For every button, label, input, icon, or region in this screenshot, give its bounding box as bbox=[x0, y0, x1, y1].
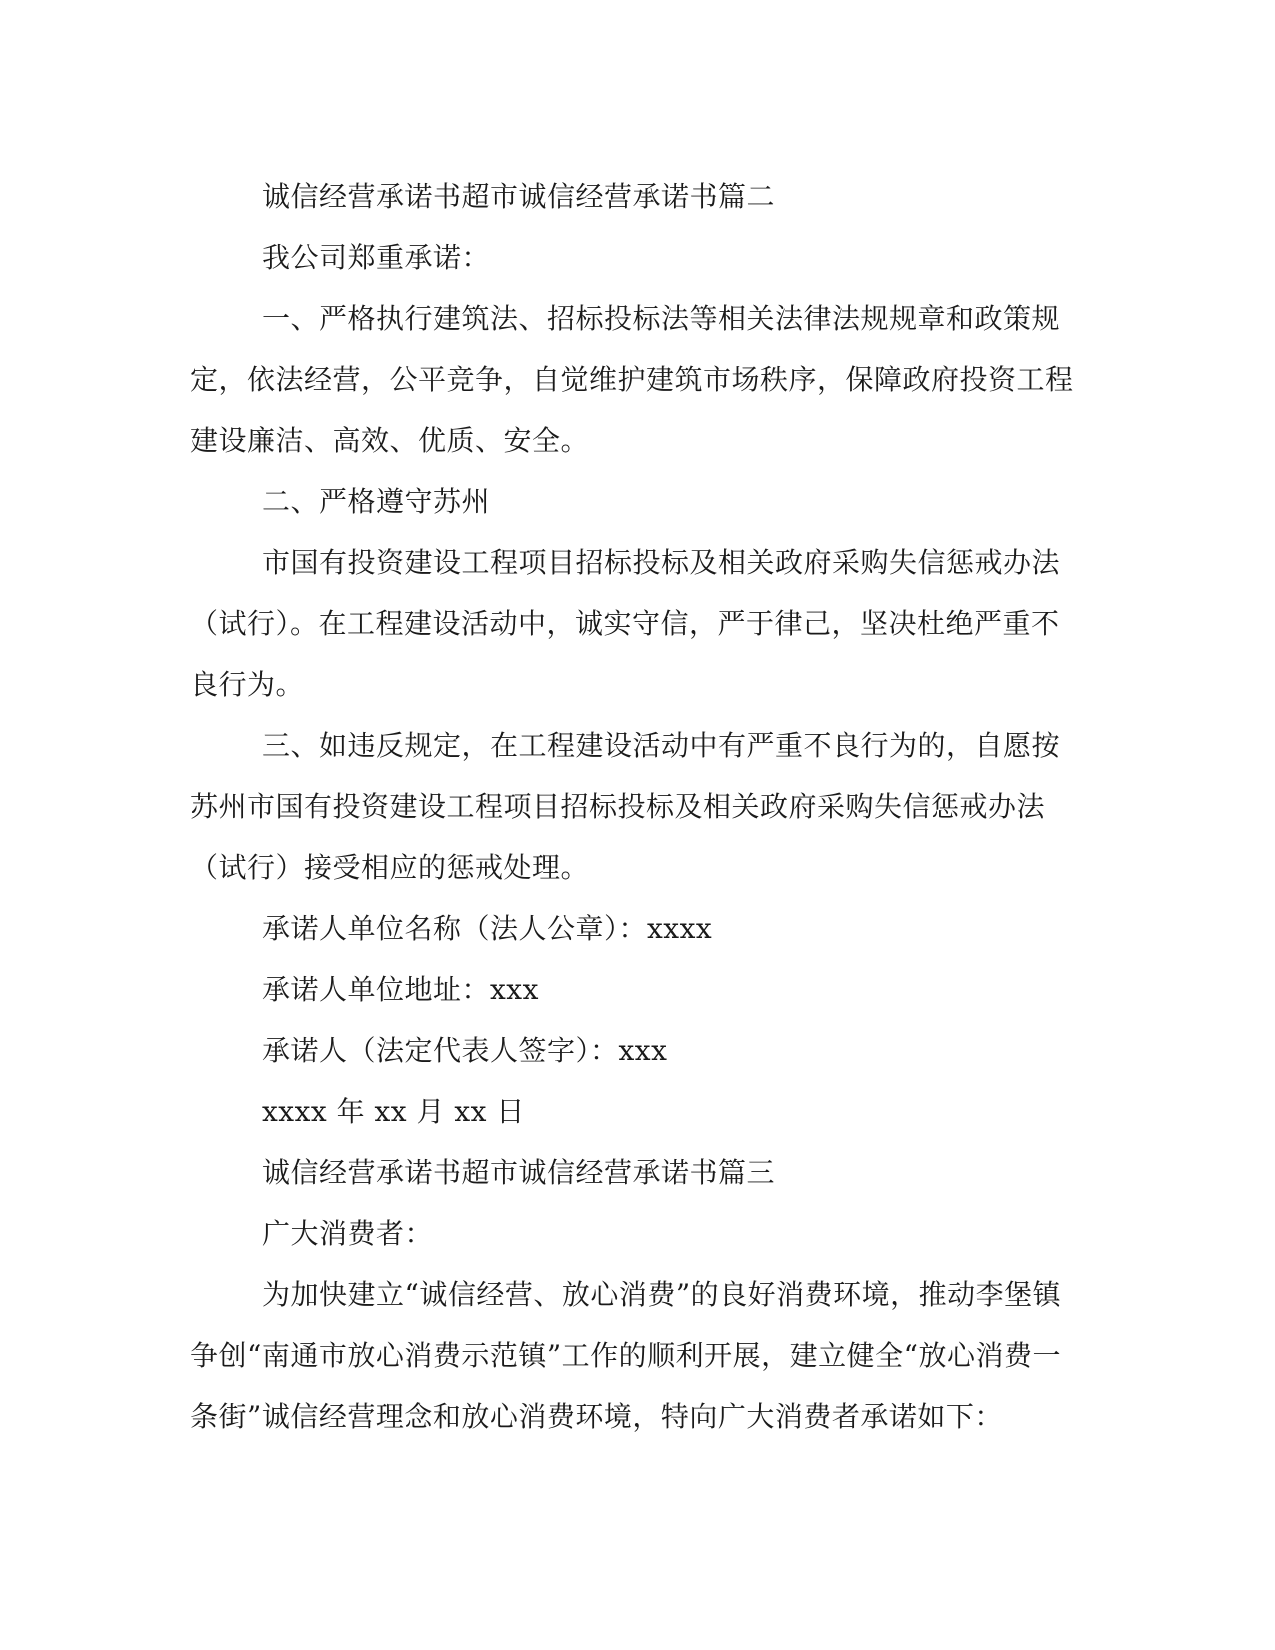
paragraph-consumer-intro: 为加快建立“诚信经营、放心消费”的良好消费环境，推动李堡镇争创“南通市放心消费示范镇”工作的顺利开展，建立健全“放心消费一条街”诚信经营理念和放心消费环境，特向广大消费者承诺如下： bbox=[190, 1278, 1062, 1433]
paragraph-signatory: 承诺人（法定代表人签字）：xxx bbox=[262, 1034, 668, 1067]
paragraph-unit-address: 承诺人单位地址：xxx bbox=[262, 973, 539, 1006]
paragraph-unit-name: 承诺人单位名称（法人公章）：xxxx bbox=[262, 912, 713, 945]
section-heading-3: 诚信经营承诺书超市诚信经营承诺书篇三 bbox=[262, 1156, 776, 1189]
document-page bbox=[190, 166, 1075, 1447]
paragraph-date: xxxx 年 xx 月 xx 日 bbox=[262, 1095, 525, 1128]
paragraph-commitment-intro: 我公司郑重承诺： bbox=[262, 241, 491, 274]
paragraph-item-3: 三、如违反规定，在工程建设活动中有严重不良行为的，自愿按苏州市国有投资建设工程项目招标投标及相关政府采购失信惩戒办法（试行）接受相应的惩戒处理。 bbox=[190, 729, 1061, 884]
paragraph-item-1: 一、严格执行建筑法、招标投标法等相关法律法规规章和政策规定，依法经营，公平竞争，自觉维护建筑市场秩序，保障政府投资工程建设廉洁、高效、优质、安全。 bbox=[190, 302, 1074, 457]
paragraph-salutation: 广大消费者： bbox=[262, 1217, 434, 1250]
paragraph-item-2-continued: 市国有投资建设工程项目招标投标及相关政府采购失信惩戒办法（试行）。在工程建设活动中，诚实守信，严于律己，坚决杜绝严重不良行为。 bbox=[190, 546, 1061, 701]
paragraph-item-2: 二、严格遵守苏州 bbox=[262, 485, 491, 518]
section-heading-2: 诚信经营承诺书超市诚信经营承诺书篇二 bbox=[262, 180, 776, 213]
